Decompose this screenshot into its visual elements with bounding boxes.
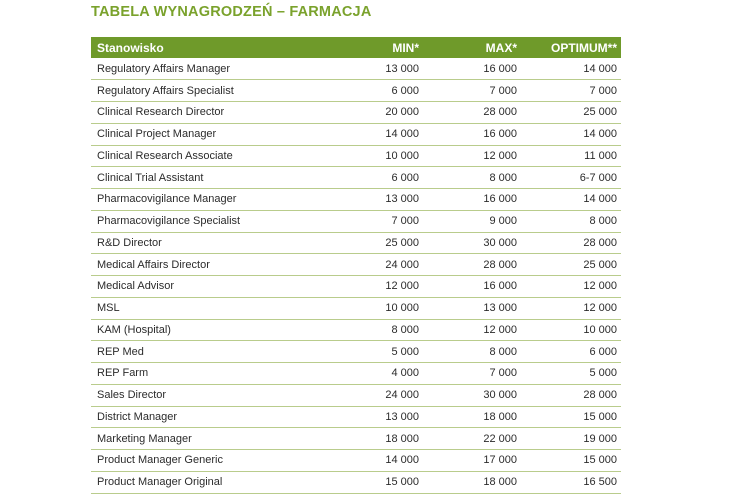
cell-max: 16 000 xyxy=(423,123,521,145)
cell-max: 8 000 xyxy=(423,341,521,363)
cell-min: 25 000 xyxy=(311,232,423,254)
cell-optimum: 15 000 xyxy=(521,406,621,428)
table-row xyxy=(91,210,621,232)
cell-position: REP Farm xyxy=(91,363,311,385)
cell-position: R&D Director xyxy=(91,232,311,254)
cell-optimum: 8 000 xyxy=(521,210,621,232)
table-row xyxy=(91,276,621,298)
table-row xyxy=(91,297,621,319)
cell-max: 30 000 xyxy=(423,232,521,254)
header-row xyxy=(91,37,621,58)
cell-optimum: 5 000 xyxy=(521,363,621,385)
cell-optimum: 6-7 000 xyxy=(521,167,621,189)
cell-max: 22 000 xyxy=(423,428,521,450)
cell-min: 8 000 xyxy=(311,319,423,341)
cell-optimum: 25 000 xyxy=(521,254,621,276)
table-row xyxy=(91,189,621,211)
table-row xyxy=(91,145,621,167)
table-row xyxy=(91,384,621,406)
cell-optimum: 25 000 xyxy=(521,102,621,124)
cell-max: 17 000 xyxy=(423,450,521,472)
cell-min: 14 000 xyxy=(311,450,423,472)
cell-max: 16 000 xyxy=(423,58,521,80)
cell-min: 4 000 xyxy=(311,363,423,385)
table-row xyxy=(91,406,621,428)
table-row xyxy=(91,319,621,341)
table-row xyxy=(91,450,621,472)
cell-min: 12 000 xyxy=(311,276,423,298)
cell-position: Clinical Trial Assistant xyxy=(91,167,311,189)
cell-position: Pharmacovigilance Specialist xyxy=(91,210,311,232)
cell-optimum: 11 000 xyxy=(521,145,621,167)
table-row xyxy=(91,80,621,102)
cell-optimum: 12 000 xyxy=(521,276,621,298)
cell-min: 6 000 xyxy=(311,80,423,102)
cell-max: 7 000 xyxy=(423,363,521,385)
cell-max: 16 000 xyxy=(423,276,521,298)
cell-min: 14 000 xyxy=(311,123,423,145)
cell-min: 13 000 xyxy=(311,189,423,211)
cell-max: 12 000 xyxy=(423,145,521,167)
cell-position: Marketing Manager xyxy=(91,428,311,450)
cell-max: 8 000 xyxy=(423,167,521,189)
cell-position: Clinical Project Manager xyxy=(91,123,311,145)
cell-position: Clinical Research Associate xyxy=(91,145,311,167)
cell-max: 18 000 xyxy=(423,406,521,428)
cell-optimum: 28 000 xyxy=(521,384,621,406)
cell-position: Regulatory Affairs Manager xyxy=(91,58,311,80)
table-body xyxy=(91,58,621,493)
cell-min: 20 000 xyxy=(311,102,423,124)
cell-optimum: 14 000 xyxy=(521,58,621,80)
cell-max: 28 000 xyxy=(423,102,521,124)
table-row xyxy=(91,167,621,189)
table-row xyxy=(91,471,621,493)
cell-optimum: 14 000 xyxy=(521,189,621,211)
cell-position: District Manager xyxy=(91,406,311,428)
cell-min: 24 000 xyxy=(311,254,423,276)
cell-position: MSL xyxy=(91,297,311,319)
cell-position: REP Med xyxy=(91,341,311,363)
cell-position: Medical Affairs Director xyxy=(91,254,311,276)
cell-position: Medical Advisor xyxy=(91,276,311,298)
cell-position: Pharmacovigilance Manager xyxy=(91,189,311,211)
cell-position: Sales Director xyxy=(91,384,311,406)
cell-min: 18 000 xyxy=(311,428,423,450)
table-row xyxy=(91,254,621,276)
cell-optimum: 6 000 xyxy=(521,341,621,363)
cell-optimum: 12 000 xyxy=(521,297,621,319)
cell-max: 9 000 xyxy=(423,210,521,232)
cell-optimum: 10 000 xyxy=(521,319,621,341)
cell-position: Regulatory Affairs Specialist xyxy=(91,80,311,102)
table-row xyxy=(91,102,621,124)
table-row xyxy=(91,341,621,363)
cell-optimum: 15 000 xyxy=(521,450,621,472)
table-row xyxy=(91,363,621,385)
column-header-max: MAX* xyxy=(485,40,517,55)
cell-optimum: 19 000 xyxy=(521,428,621,450)
cell-min: 10 000 xyxy=(311,297,423,319)
cell-min: 10 000 xyxy=(311,145,423,167)
table-row xyxy=(91,428,621,450)
cell-max: 12 000 xyxy=(423,319,521,341)
cell-min: 5 000 xyxy=(311,341,423,363)
cell-position: KAM (Hospital) xyxy=(91,319,311,341)
cell-max: 13 000 xyxy=(423,297,521,319)
cell-min: 6 000 xyxy=(311,167,423,189)
salary-table xyxy=(91,37,621,494)
cell-max: 18 000 xyxy=(423,471,521,493)
cell-min: 7 000 xyxy=(311,210,423,232)
column-header-position: Stanowisko xyxy=(97,40,164,55)
table-row xyxy=(91,58,621,80)
cell-position: Clinical Research Director xyxy=(91,102,311,124)
cell-max: 28 000 xyxy=(423,254,521,276)
column-header-optimum: OPTIMUM** xyxy=(551,40,617,55)
cell-optimum: 14 000 xyxy=(521,123,621,145)
cell-min: 15 000 xyxy=(311,471,423,493)
column-header-min: MIN* xyxy=(392,40,419,55)
cell-optimum: 28 000 xyxy=(521,232,621,254)
cell-min: 13 000 xyxy=(311,406,423,428)
page-title: TABELA WYNAGRODZEŃ – FARMACJA xyxy=(91,4,372,20)
cell-max: 30 000 xyxy=(423,384,521,406)
table-row xyxy=(91,123,621,145)
cell-optimum: 7 000 xyxy=(521,80,621,102)
table-row xyxy=(91,232,621,254)
cell-optimum: 16 500 xyxy=(521,471,621,493)
cell-max: 7 000 xyxy=(423,80,521,102)
cell-min: 13 000 xyxy=(311,58,423,80)
cell-position: Product Manager Original xyxy=(91,471,311,493)
cell-position: Product Manager Generic xyxy=(91,450,311,472)
cell-min: 24 000 xyxy=(311,384,423,406)
cell-max: 16 000 xyxy=(423,189,521,211)
table-header xyxy=(91,37,621,58)
